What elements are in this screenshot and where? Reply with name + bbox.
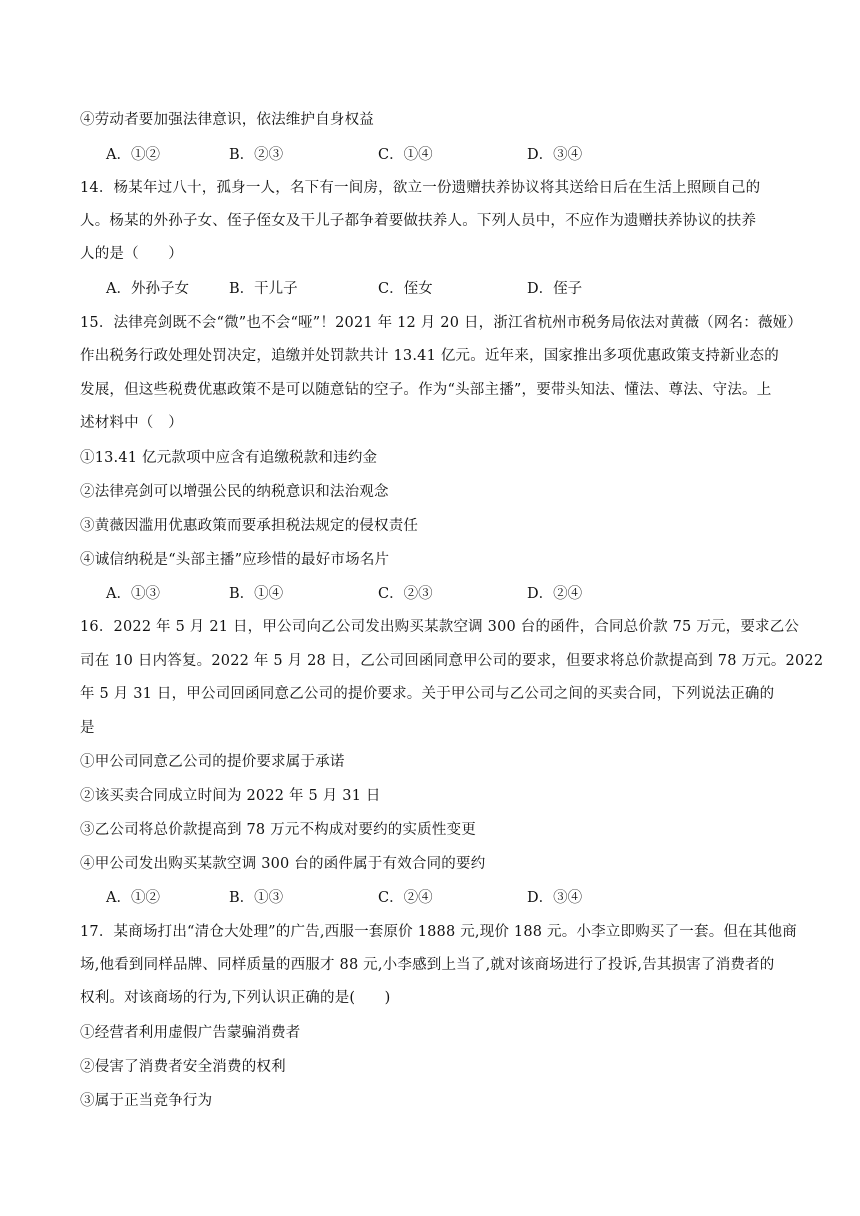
q15-statement-3: ③黄薇因滥用优惠政策而要承担税法规定的侵权责任 [80, 518, 419, 534]
q15-stem-line-2: 作出税务行政处理处罚决定，追缴并处罚款共计 13.41 亿元。近年来，国家推出多项优惠政策支持新业态的 [80, 348, 779, 364]
q16-statement-2: ②该买卖合同成立时间为 2022 年 5 月 31 日 [80, 788, 381, 804]
q16-option-c: C．②④ [378, 890, 433, 906]
q14-stem-line-1: 14．杨某年过八十，孤身一人，名下有一间房，欲立一份遗赠扶养协议将其送给日后在生活上照顾自己的 [80, 180, 761, 196]
q17-statement-3: ③属于正当竞争行为 [80, 1093, 213, 1109]
q13-option-d: D．③④ [527, 147, 583, 163]
q15-stem-line-1: 15．法律亮剑既不会“微”也不会“哑”！2021 年 12 月 20 日，浙江省杭州市税务局依法对黄薇（网名：薇娅） [80, 315, 803, 331]
q16-option-b: B．①③ [229, 890, 284, 906]
q16-statement-4: ④甲公司发出购买某款空调 300 台的函件属于有效合同的要约 [80, 856, 486, 872]
q15-statement-2: ②法律亮剑可以增强公民的纳税意识和法治观念 [80, 484, 389, 500]
q17-statement-2: ②侵害了消费者安全消费的权利 [80, 1059, 286, 1075]
q16-stem-line-1: 16．2022 年 5 月 21 日，甲公司向乙公司发出购买某款空调 300 台的函件，合同总价款 75 万元，要求乙公 [80, 619, 800, 635]
q14-option-c: C．侄女 [378, 281, 433, 297]
q14-option-a: A．外孙子女 [106, 281, 189, 297]
q17-statement-1: ①经营者利用虚假广告蒙骗消费者 [80, 1025, 301, 1041]
q14-option-d: D．侄子 [527, 281, 583, 297]
q15-option-a: A．①③ [106, 586, 160, 602]
q16-option-a: A．①② [106, 890, 160, 906]
q16-stem-line-3: 年 5 月 31 日，甲公司回函同意乙公司的提价要求。关于甲公司与乙公司之间的买卖合同，下列说法正确的 [80, 686, 775, 702]
q15-option-b: B．①④ [229, 586, 284, 602]
q13-option-b: B．②③ [229, 147, 284, 163]
q15-option-d: D．②④ [527, 586, 583, 602]
q15-option-c: C．②③ [378, 586, 433, 602]
q16-statement-1: ①甲公司同意乙公司的提价要求属于承诺 [80, 754, 345, 770]
q17-stem-line-1: 17．某商场打出“清仓大处理”的广告,西服一套原价 1888 元,现价 188 元。小李立即购买了一套。但在其他商 [80, 924, 797, 940]
q16-stem-line-2: 司在 10 日内答复。2022 年 5 月 28 日，乙公司回函同意甲公司的要求，但要求将总价款提高到 78 万元。2022 [80, 653, 824, 669]
q13-option-c: C．①④ [378, 147, 433, 163]
q15-stem-line-3: 发展，但这些税费优惠政策不是可以随意钻的空子。作为“头部主播”，要带头知法、懂法、尊法、守法。上 [80, 382, 772, 398]
q17-stem-line-3: 权利。对该商场的行为,下列认识正确的是( ) [80, 990, 391, 1006]
q14-option-b: B．干儿子 [229, 281, 298, 297]
q13-statement-4: ④劳动者要加强法律意识，依法维护自身权益 [80, 112, 374, 128]
q13-option-a: A．①② [106, 147, 160, 163]
q16-option-d: D．③④ [527, 890, 583, 906]
q15-statement-1: ①13.41 亿元款项中应含有追缴税款和违约金 [80, 450, 378, 466]
q14-stem-line-3: 人的是（ ） [80, 246, 183, 262]
q14-stem-line-2: 人。杨某的外孙子女、侄子侄女及干儿子都争着要做扶养人。下列人员中，不应作为遗赠扶养协议的扶养 [80, 213, 757, 229]
q17-stem-line-2: 场,他看到同样品牌、同样质量的西服才 88 元,小李感到上当了,就对该商场进行了投诉,告其损害了消费者的 [80, 957, 775, 973]
q15-statement-4: ④诚信纳税是“头部主播”应珍惜的最好市场名片 [80, 552, 390, 568]
q15-stem-line-4: 述材料中（ ） [80, 415, 183, 431]
q16-stem-line-4: 是 [80, 720, 95, 736]
q16-statement-3: ③乙公司将总价款提高到 78 万元不构成对要约的实质性变更 [80, 822, 476, 838]
